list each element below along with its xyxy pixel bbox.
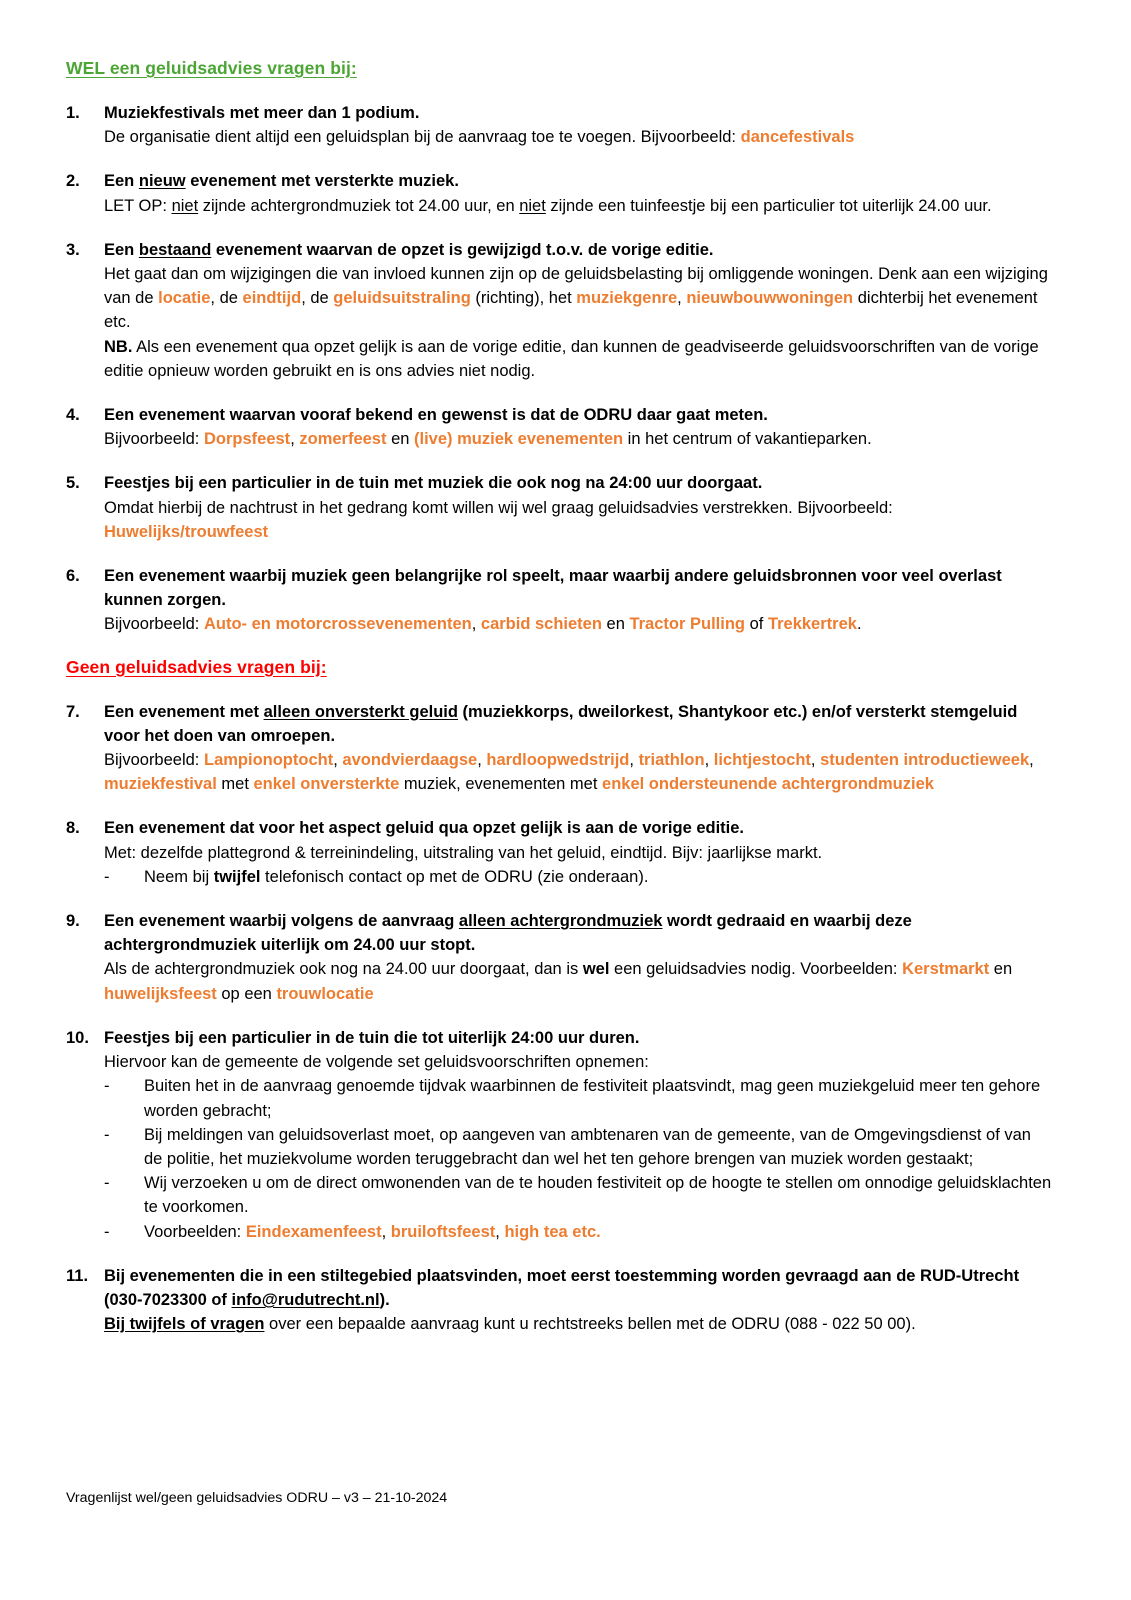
highlight-term: trouwfeest xyxy=(184,522,269,541)
list-item xyxy=(66,1264,1053,1337)
highlight-term: carbid schieten xyxy=(480,615,602,634)
text-run: De organisatie dient altijd een geluidsplan bij de aanvraag toe te voegen. Bijvoorbeeld: xyxy=(104,128,741,147)
text-run: en xyxy=(989,960,1013,979)
item-detail xyxy=(104,262,1053,335)
text-run: dichterbij het evenement etc. xyxy=(104,289,1038,332)
text-run: (muziekkorps, dweilorkest, Shantykoor etc.) en/of versterkt stemgeluid voor het doen van omroepen. xyxy=(104,702,1018,745)
underlined-term: bestaand xyxy=(138,240,212,259)
text-run: en xyxy=(386,430,415,449)
highlight-term: Huwelijks xyxy=(104,522,181,541)
text-run: over een bepaalde aanvraag kunt u rechtstreeks bellen met de ODRU (088 - 022 50 00). xyxy=(264,1315,916,1334)
item-number: 3. xyxy=(66,240,80,259)
item-title xyxy=(104,169,1053,193)
item-title: Een evenement waarbij muziek geen belangrijke rol speelt, maar waarbij andere geluidsbronnen voor veel overlast kunnen zorgen. xyxy=(104,567,1002,610)
item-content xyxy=(104,1026,1053,1244)
text-run: Het gaat dan om wijzigingen die van invloed kunnen zijn op de geluidsbelasting bij omliggende woningen. Denk aan een wijziging van de xyxy=(104,265,1048,308)
item-detail xyxy=(104,957,1053,1005)
highlight-term: muziekfestival xyxy=(104,775,217,794)
item-detail: Hiervoor kan de gemeente de volgende set geluidsvoorschriften opnemen: xyxy=(104,1053,649,1072)
sub-bullet-list xyxy=(104,1074,1053,1243)
text-run: evenement waarvan de opzet is gewijzigd t.o.v. de vorige editie. xyxy=(211,240,714,259)
item-title: Een evenement waarvan vooraf bekend en gewenst is dat de ODRU daar gaat meten. xyxy=(104,406,768,425)
highlight-term: enkel onversterkte xyxy=(253,775,400,794)
item-number: 6. xyxy=(66,567,80,586)
text-run: Een evenement met xyxy=(104,702,264,721)
highlight-term: hardloopwedstrijd xyxy=(486,751,630,770)
sub-bullet-text xyxy=(144,1220,1053,1244)
item-content xyxy=(104,471,1053,544)
list-item xyxy=(66,471,1053,544)
item-title xyxy=(104,238,1053,262)
underlined-term: alleen onversterkt geluid xyxy=(263,702,458,721)
highlight-term: studenten introductieweek xyxy=(820,751,1030,770)
highlight-term: dancefestivals xyxy=(740,128,855,147)
item-content xyxy=(104,816,1053,889)
item-content xyxy=(104,564,1053,637)
text-run: of xyxy=(745,615,768,634)
text-run: , xyxy=(495,1222,505,1241)
list-item xyxy=(66,403,1053,451)
highlight-term: zomerfeest xyxy=(299,430,387,449)
list-item xyxy=(66,816,1053,889)
sub-bullet xyxy=(104,1074,1053,1122)
sub-bullet xyxy=(104,1171,1053,1219)
text-run: , xyxy=(629,751,639,770)
section-heading-geen: Geen geluidsadvies vragen bij: xyxy=(66,656,327,677)
text-run: muziek, evenementen met xyxy=(399,775,603,794)
item-number: 9. xyxy=(66,912,80,931)
emphasis-term: wel xyxy=(582,960,610,979)
highlight-term: lichtjestocht xyxy=(713,751,811,770)
highlight-term: trouwlocatie xyxy=(276,984,374,1003)
item-number: 4. xyxy=(66,406,80,425)
highlight-term: Dorpsfeest xyxy=(203,430,291,449)
item-number: 5. xyxy=(66,474,80,493)
item-detail xyxy=(104,748,1053,796)
highlight-term: nieuwbouwwoningen xyxy=(686,289,854,308)
emphasis-term: twijfel xyxy=(213,867,261,886)
list-item xyxy=(66,238,1053,383)
text-run: zijnde achtergrondmuziek tot 24.00 uur, en xyxy=(198,196,520,215)
item-content xyxy=(104,101,1053,149)
highlight-term: avondvierdaagse xyxy=(342,751,478,770)
sub-bullet-text xyxy=(144,865,1053,889)
item-content xyxy=(104,169,1053,217)
text-run: Als de achtergrondmuziek ook nog na 24.00 uur doorgaat, dan is xyxy=(104,960,583,979)
dash-marker: - xyxy=(104,1174,110,1193)
list-item xyxy=(66,700,1053,797)
highlight-term: Kerstmarkt xyxy=(902,960,990,979)
text-run: Een xyxy=(104,240,139,259)
item-content xyxy=(104,238,1053,383)
item-title: Feestjes bij een particulier in de tuin met muziek die ook nog na 24:00 uur doorgaat. xyxy=(104,474,763,493)
underlined-term: niet xyxy=(171,196,199,215)
underlined-term: alleen achtergrondmuziek xyxy=(458,912,663,931)
item-content xyxy=(104,909,1053,1006)
text-run: Neem bij xyxy=(144,867,214,886)
text-run: Omdat hierbij de nachtrust in het gedrang komt willen wij wel graag geluidsadvies verstrekken. Bijvoorbeeld: xyxy=(104,498,893,517)
list-item xyxy=(66,1026,1053,1244)
sub-bullet-text: Buiten het in de aanvraag genoemde tijdvak waarbinnen de festiviteit plaatsvindt, mag geen muziekgeluid meer ten gehore worden gebracht; xyxy=(144,1077,1041,1120)
item-title xyxy=(104,1264,1053,1312)
text-run: , xyxy=(810,751,821,770)
highlight-term: Lampionoptocht xyxy=(203,751,334,770)
item-detail xyxy=(104,1312,1053,1336)
text-run: Bij evenementen die in een stiltegebied plaatsvinden, moet eerst toestemming worden gevraagd aan de RUD-Utrecht (030-7023300 of xyxy=(104,1266,1020,1309)
text-run: zijnde een tuinfeestje bij een particulier tot uiterlijk 24.00 uur. xyxy=(545,196,992,215)
text-run: en xyxy=(601,615,630,634)
text-run: Bijvoorbeeld: xyxy=(104,430,204,449)
text-run: . xyxy=(856,615,862,634)
text-run: Als een evenement qua opzet gelijk is aan de vorige editie, dan kunnen de geadviseerde geluidsvoorschriften van de vorige editie opnieuw worden gebruikt en is ons advies niet nodig. xyxy=(104,337,1039,380)
highlight-term: Eindexamenfeest xyxy=(245,1222,382,1241)
item-number: 8. xyxy=(66,819,80,838)
highlight-term: geluidsuitstraling xyxy=(333,289,471,308)
dash-marker: - xyxy=(104,1125,110,1144)
text-run: , xyxy=(381,1222,391,1241)
text-run: Bijvoorbeeld: xyxy=(104,615,204,634)
item-detail: Met: dezelfde plattegrond & terreinindeling, uitstraling van het geluid, eindtijd. Bijv: jaarlijkse markt. xyxy=(104,843,823,862)
text-run: , de xyxy=(301,289,334,308)
item-number: 7. xyxy=(66,702,80,721)
item-title: Muziekfestivals met meer dan 1 podium. xyxy=(104,104,420,122)
text-run: ). xyxy=(379,1290,390,1309)
underlined-term: Bij twijfels of vragen xyxy=(104,1315,265,1334)
sub-bullet xyxy=(104,1220,1053,1244)
page-footer: Vragenlijst wel/geen geluidsadvies ODRU – v3 – 21-10-2024 xyxy=(66,1490,448,1506)
note-label: NB. xyxy=(104,337,133,356)
text-run: Bijvoorbeeld: xyxy=(104,751,204,770)
text-run: evenement met versterkte muziek. xyxy=(185,172,459,191)
sub-bullet xyxy=(104,1123,1053,1171)
text-run: Voorbeelden: xyxy=(144,1222,246,1241)
item-number: 2. xyxy=(66,172,80,191)
item-detail xyxy=(104,194,1053,218)
sub-bullet-text: Bij meldingen van geluidsoverlast moet, op aangeven van ambtenaren van de gemeente, van de Omgevingsdienst of van de politie, het muziekvolume worden teruggebracht dan wel het ten gehore brengen van muziek worden gestaakt; xyxy=(144,1125,1031,1168)
item-title xyxy=(104,700,1053,748)
text-run: , xyxy=(471,615,481,634)
text-run: , xyxy=(333,751,343,770)
highlight-term: locatie xyxy=(158,289,211,308)
highlight-term: huwelijksfeest xyxy=(104,984,217,1003)
text-run: LET OP: xyxy=(104,196,172,215)
item-detail xyxy=(104,125,1053,149)
item-number: 1. xyxy=(66,104,80,122)
highlight-term: muziekgenre xyxy=(576,289,678,308)
underlined-term: niet xyxy=(519,196,546,215)
text-run: , xyxy=(1029,751,1034,770)
text-run: , xyxy=(477,751,487,770)
email-link[interactable]: info@rudutrecht.nl xyxy=(231,1290,380,1309)
text-run: wordt gedraaid en waarbij deze achtergrondmuziek uiterlijk om 24.00 uur stopt. xyxy=(104,912,912,955)
item-title: Een evenement dat voor het aspect geluid qua opzet gelijk is aan de vorige editie. xyxy=(104,819,745,838)
item-content xyxy=(104,1264,1053,1337)
item-number: 10. xyxy=(66,1028,89,1047)
text-run: , de xyxy=(210,289,243,308)
dash-marker: - xyxy=(104,867,110,886)
item-note xyxy=(104,335,1053,383)
list-item xyxy=(66,101,1053,149)
list-item xyxy=(66,909,1053,1006)
highlight-term: Trekkertrek xyxy=(767,615,857,634)
item-detail xyxy=(104,496,1053,544)
underlined-term: nieuw xyxy=(138,172,186,191)
list-item xyxy=(66,169,1053,217)
text-run: , xyxy=(290,430,300,449)
highlight-term: eindtijd xyxy=(242,289,302,308)
highlight-term: triathlon xyxy=(638,751,705,770)
highlight-term: (live) muziek evenementen xyxy=(414,430,624,449)
item-detail xyxy=(104,612,1053,636)
item-content xyxy=(104,700,1053,797)
text-run: Een xyxy=(104,172,139,191)
item-title: Feestjes bij een particulier in de tuin die tot uiterlijk 24:00 uur duren. xyxy=(104,1028,640,1047)
item-number: 11. xyxy=(66,1266,89,1285)
highlight-term: enkel ondersteunende achtergrondmuziek xyxy=(602,775,934,794)
sub-bullet xyxy=(104,865,1053,889)
text-run: Een evenement waarbij volgens de aanvraag xyxy=(104,912,459,931)
highlight-term: bruiloftsfeest xyxy=(390,1222,496,1241)
dash-marker: - xyxy=(104,1077,110,1096)
text-run: een geluidsadvies nodig. Voorbeelden: xyxy=(609,960,903,979)
highlight-term: Tractor Pulling xyxy=(629,615,745,634)
text-run: , xyxy=(677,289,687,308)
highlight-term: Auto- en motorcrossevenementen xyxy=(203,615,472,634)
item-content xyxy=(104,403,1053,451)
highlight-term: high tea etc. xyxy=(504,1222,601,1241)
item-detail xyxy=(104,427,1053,451)
item-title xyxy=(104,909,1053,957)
text-run: telefonisch contact op met de ODRU (zie onderaan). xyxy=(260,867,649,886)
text-run: , xyxy=(704,751,714,770)
text-run: op een xyxy=(216,984,277,1003)
section-heading-wel: WEL een geluidsadvies vragen bij: xyxy=(66,58,357,78)
list-item xyxy=(66,564,1053,637)
text-run: in het centrum of vakantieparken. xyxy=(623,430,872,449)
text-run: (richting), het xyxy=(470,289,577,308)
text-run: met xyxy=(216,775,254,794)
sub-bullet-text: Wij verzoeken u om de direct omwonenden van de te houden festiviteit op de hoogte te stellen om onnodige geluidsklachten te voorkomen. xyxy=(144,1174,1052,1217)
text-run: / xyxy=(180,522,185,541)
dash-marker: - xyxy=(104,1222,110,1241)
